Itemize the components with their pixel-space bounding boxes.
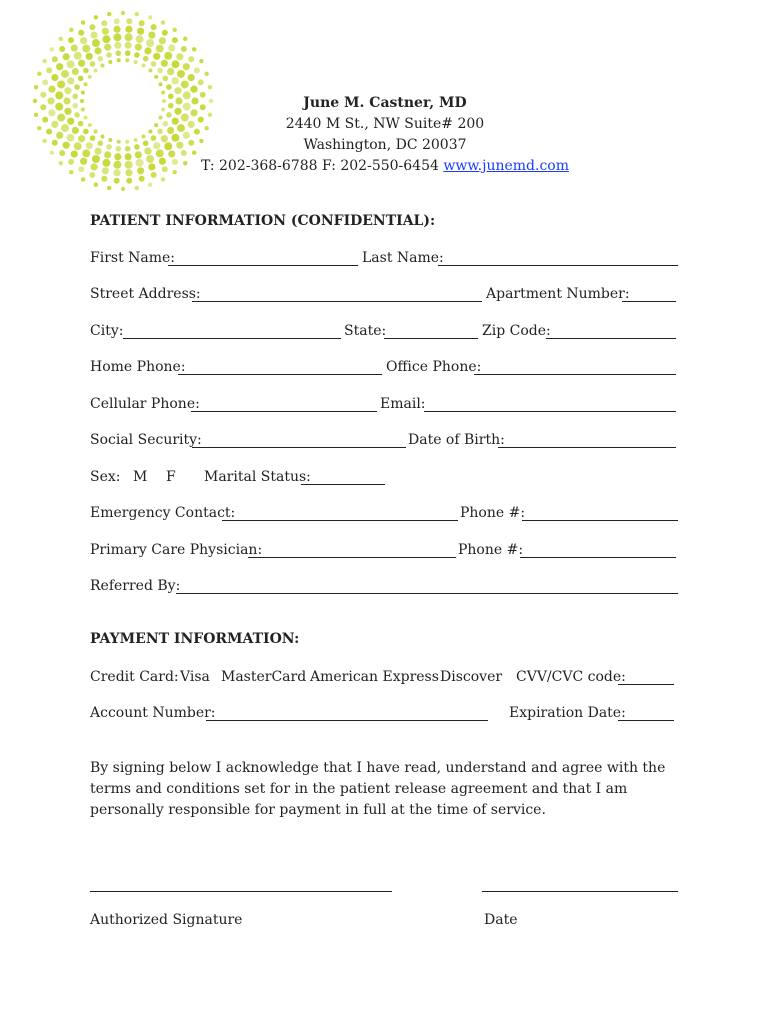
logo-dot	[52, 56, 58, 62]
logo-dot	[59, 37, 63, 41]
street-address-field[interactable]	[192, 301, 482, 302]
logo-dot	[126, 178, 132, 184]
logo-dot	[80, 158, 87, 165]
sex-option-f[interactable]: F	[166, 469, 176, 485]
logo-dot	[56, 63, 63, 70]
logo-dot	[142, 63, 146, 67]
logo-dot	[94, 182, 98, 186]
logo-dot	[81, 108, 85, 112]
logo-dot	[151, 61, 157, 67]
expiration-date-label: Expiration Date:	[509, 705, 626, 721]
contact-line	[160, 156, 610, 177]
primary-care-physician-label: Primary Care Physician:	[90, 542, 263, 558]
logo-dot	[78, 76, 84, 82]
logo-dot	[125, 33, 133, 41]
home-phone-label: Home Phone:	[90, 359, 186, 375]
physician-row	[90, 542, 680, 564]
logo-dot	[199, 59, 203, 63]
logo-dot	[148, 69, 152, 73]
logo-dot	[125, 161, 133, 169]
logo-dot	[68, 159, 74, 165]
logo-dot	[183, 63, 190, 70]
referred-row	[90, 578, 680, 600]
logo-dot	[42, 139, 46, 143]
logo-dot	[183, 37, 187, 41]
emergency-contact-field[interactable]	[222, 520, 458, 521]
logo-dot	[136, 159, 144, 167]
logo-dot	[94, 129, 98, 133]
logo-dot	[40, 104, 46, 110]
logo-dot	[188, 56, 194, 62]
logo-dot	[134, 138, 138, 142]
last-name-label: Last Name:	[362, 250, 444, 266]
logo-dot	[72, 103, 78, 109]
logo-dot	[52, 140, 58, 146]
logo-dot	[98, 141, 104, 147]
logo-dot	[78, 121, 84, 127]
website-link[interactable]: www.junemd.com	[443, 158, 569, 174]
logo-dot	[156, 45, 164, 53]
logo-dot	[86, 53, 93, 60]
logo-dot	[148, 163, 155, 170]
logo-dot	[104, 151, 111, 158]
account-number-field[interactable]	[206, 720, 488, 721]
first-name-label: First Name:	[90, 250, 176, 266]
zip-code-label: Zip Code:	[482, 323, 551, 339]
logo-dot	[159, 37, 166, 44]
state-label: State:	[344, 323, 387, 339]
logo-dot	[81, 90, 85, 94]
date-of-birth-label: Date of Birth:	[408, 432, 505, 448]
logo-dot	[64, 108, 71, 115]
logo-dot	[171, 60, 179, 68]
logo-dot	[90, 163, 97, 170]
logo-dot	[94, 148, 101, 155]
office-phone-label: Office Phone:	[386, 359, 482, 375]
logo-dot	[104, 44, 111, 51]
logo-dot	[163, 76, 169, 82]
expiration-date-field[interactable]	[618, 720, 674, 721]
logo-dot	[181, 46, 187, 52]
logo-dot	[46, 129, 52, 135]
logo-dot	[114, 18, 120, 24]
physician-phone-label: Phone #:	[458, 542, 524, 558]
logo-dot	[116, 146, 122, 152]
logo-dot	[40, 92, 46, 98]
marital-status-label: Marital Status:	[204, 469, 311, 485]
logo-dot	[125, 58, 129, 62]
logo-dot	[37, 126, 41, 130]
logo-dot	[94, 47, 101, 54]
home-phone-field[interactable]	[178, 374, 382, 375]
logo-dot	[72, 68, 79, 75]
logo-dot	[50, 151, 54, 155]
email-field[interactable]	[424, 411, 676, 412]
logo-dot	[142, 135, 146, 139]
sex-option-m[interactable]: M	[133, 469, 148, 485]
logo-dot	[204, 72, 208, 76]
logo-dot	[177, 70, 185, 78]
primary-care-physician-field[interactable]	[248, 557, 456, 558]
logo-dot	[34, 85, 38, 89]
logo-dot	[198, 79, 204, 85]
logo-dot	[135, 44, 142, 51]
logo-dot	[63, 142, 70, 149]
logo-dot	[42, 59, 46, 63]
logo-dot	[48, 86, 55, 93]
logo-dot	[67, 134, 75, 142]
logo-dot	[164, 52, 172, 60]
logo-dot	[89, 24, 95, 30]
logo-dot	[194, 67, 200, 73]
state-field[interactable]	[384, 338, 478, 339]
logo-dot	[125, 42, 132, 49]
logo-dot	[181, 80, 189, 88]
logo-dot	[59, 161, 63, 165]
logo-dot	[146, 39, 154, 47]
logo-dot	[78, 166, 84, 172]
credit-card-label: Credit Card:	[90, 669, 179, 685]
email-label: Email:	[380, 396, 426, 412]
logo-dot	[56, 132, 63, 139]
logo-dot	[114, 42, 121, 49]
date-of-birth-field[interactable]	[498, 447, 676, 448]
logo-dot	[154, 75, 158, 79]
city-field[interactable]	[123, 338, 341, 339]
logo-dot	[117, 140, 121, 144]
logo-dot	[148, 15, 152, 19]
logo-dot	[33, 99, 37, 103]
logo-dot	[153, 53, 160, 60]
logo-dot	[208, 85, 212, 89]
logo-dot	[106, 52, 112, 58]
logo-dot	[134, 144, 140, 150]
logo-dot	[137, 167, 144, 174]
social-security-field[interactable]	[192, 447, 406, 448]
logo-dot	[63, 97, 70, 104]
logo-dot	[102, 167, 109, 174]
referred-by-field[interactable]	[176, 593, 678, 594]
logo-dot	[154, 123, 158, 127]
street-address-label: Street Address:	[90, 286, 201, 302]
logo-dot	[148, 182, 152, 186]
logo-dot	[173, 28, 177, 32]
logo-dot	[67, 118, 74, 125]
account-number-label: Account Number:	[90, 705, 216, 721]
logo-dot	[117, 58, 121, 62]
logo-dot	[67, 60, 75, 68]
logo-dot	[94, 15, 98, 19]
logo-dot	[71, 150, 78, 157]
logo-dot	[90, 31, 97, 38]
logo-dot	[106, 144, 112, 150]
authorized-signature-label: Authorized Signature	[90, 912, 243, 928]
acknowledgement-text: By signing below I acknowledge that I have read, understand and agree with the terms and conditions set for in the patient release agreement and that I am personally responsible for payment in full at the time of service.	[90, 760, 666, 818]
logo-dot	[46, 67, 52, 73]
logo-dot	[172, 37, 178, 43]
logo-dot	[63, 53, 70, 60]
logo-dot	[151, 24, 157, 30]
logo-dot	[125, 153, 132, 160]
logo-dot	[134, 52, 140, 58]
logo-dot	[94, 69, 98, 73]
logo-dot	[69, 170, 73, 174]
logo-dot	[113, 33, 121, 41]
logo-dot	[84, 82, 88, 86]
logo-dot	[143, 56, 149, 62]
logo-dot	[101, 20, 107, 26]
logo-dot	[81, 20, 85, 24]
discover-option[interactable]: Discover	[440, 669, 503, 685]
logo-dot	[98, 56, 104, 62]
logo-dot	[113, 26, 120, 33]
logo-dot	[172, 77, 179, 84]
logo-dot	[78, 60, 85, 67]
apartment-number-label: Apartment Number:	[486, 286, 630, 302]
logo-dot	[107, 12, 111, 16]
logo-dot	[151, 172, 157, 178]
logo-dot	[102, 159, 110, 167]
logo-dot	[90, 61, 96, 67]
logo-dot	[55, 103, 63, 111]
logo-dot	[139, 20, 145, 26]
logo-dot	[126, 18, 132, 24]
cellular-phone-label: Cellular Phone:	[90, 396, 200, 412]
logo-dot	[151, 135, 157, 141]
logo-dot	[50, 47, 54, 51]
emergency-phone-label: Phone #:	[460, 505, 526, 521]
logo-dot	[72, 127, 79, 134]
logo-dot	[72, 94, 78, 100]
logo-dot	[42, 79, 48, 85]
logo-dot	[74, 84, 80, 90]
logo-dot	[125, 26, 132, 33]
logo-dot	[80, 37, 87, 44]
logo-dot	[80, 99, 84, 103]
logo-dot	[37, 72, 41, 76]
logo-dot	[176, 53, 183, 60]
date-label: Date	[484, 912, 518, 928]
logo-dot	[135, 12, 139, 16]
city-label: City:	[90, 323, 124, 339]
cellular-phone-field[interactable]	[191, 411, 377, 412]
emergency-row	[90, 505, 680, 527]
credit-card-row	[90, 669, 680, 691]
logo-dot	[146, 155, 154, 163]
account-row	[90, 705, 680, 727]
logo-dot	[51, 121, 58, 128]
mastercard-option[interactable]: MasterCard	[221, 669, 307, 685]
logo-dot	[108, 138, 112, 142]
logo-dot	[81, 177, 85, 181]
logo-dot	[113, 169, 120, 176]
logo-dot	[166, 84, 172, 90]
logo-dot	[101, 176, 107, 182]
logo-dot	[116, 50, 122, 56]
logo-dot	[102, 35, 110, 43]
logo-dot	[107, 186, 111, 190]
apartment-number-field[interactable]	[622, 301, 676, 302]
logo-dot	[74, 112, 80, 118]
social-security-label: Social Security:	[90, 432, 202, 448]
marital-status-field[interactable]	[301, 484, 385, 485]
logo-dot	[158, 82, 162, 86]
logo-dot	[61, 124, 69, 132]
referred-by-label: Referred By:	[90, 578, 181, 594]
city-row	[90, 323, 680, 345]
logo-dot	[101, 135, 105, 139]
logo-dot	[114, 178, 120, 184]
logo-dot	[68, 37, 74, 43]
logo-dot	[88, 75, 92, 79]
logo-dot	[59, 46, 65, 52]
logo-dot	[161, 60, 168, 67]
phone-row	[90, 359, 680, 381]
logo-dot	[188, 74, 195, 81]
logo-dot	[55, 91, 63, 99]
logo-dot	[51, 74, 58, 81]
logo-dot	[135, 151, 142, 158]
logo-dot	[92, 155, 100, 163]
logo-dot	[82, 149, 90, 157]
cvv-label: CVV/CVC code:	[516, 669, 626, 685]
logo-dot	[162, 30, 168, 36]
patient-info-title: PATIENT INFORMATION (CONFIDENTIAL):	[90, 213, 436, 229]
logo-dot	[78, 135, 85, 142]
signature-line[interactable]	[90, 891, 392, 892]
logo-dot	[88, 123, 92, 127]
logo-dot	[135, 186, 139, 190]
sex-label: Sex:	[90, 469, 121, 485]
logo-dot	[125, 146, 131, 152]
emergency-phone-field[interactable]	[522, 520, 678, 521]
logo-dot	[78, 30, 84, 36]
logo-dot	[113, 161, 121, 169]
emergency-contact-label: Emergency Contact:	[90, 505, 236, 521]
cell-email-row	[90, 396, 680, 418]
logo-dot	[168, 44, 175, 51]
name-row	[90, 250, 680, 272]
logo-dot	[125, 169, 132, 176]
zip-code-field[interactable]	[546, 338, 676, 339]
logo-dot	[157, 68, 163, 74]
logo-dot	[190, 86, 197, 93]
logo-dot	[136, 35, 144, 43]
logo-dot	[69, 28, 73, 32]
visa-option[interactable]: Visa	[180, 669, 210, 685]
logo-dot	[148, 129, 152, 133]
logo-dot	[148, 31, 155, 38]
logo-dot	[121, 11, 125, 15]
logo-dot	[34, 113, 38, 117]
logo-dot	[102, 28, 109, 35]
logo-dot	[114, 153, 121, 160]
payment-info-title: PAYMENT INFORMATION:	[90, 631, 300, 647]
logo-dot	[71, 44, 78, 51]
logo-dot	[125, 50, 131, 56]
logo-dot	[121, 187, 125, 191]
doctor-name: June M. Castner, MD	[303, 95, 467, 111]
physician-phone-field[interactable]	[520, 557, 676, 558]
logo-dot	[61, 70, 69, 78]
logo-dot	[74, 142, 82, 150]
logo-dot	[84, 116, 88, 120]
address-line-2: Washington, DC 20037	[303, 137, 467, 153]
first-name-field[interactable]	[168, 265, 358, 266]
address-row	[90, 286, 680, 308]
logo-dot	[144, 148, 151, 155]
logo-dot	[47, 97, 54, 104]
office-phone-field[interactable]	[474, 374, 676, 375]
logo-dot	[59, 150, 65, 156]
date-line[interactable]	[482, 891, 678, 892]
logo-dot	[74, 52, 82, 60]
ssn-dob-row	[90, 432, 680, 454]
logo-dot	[89, 172, 95, 178]
logo-dot	[125, 140, 129, 144]
logo-dot	[82, 45, 90, 53]
logo-dot	[67, 77, 74, 84]
logo-dot	[161, 177, 165, 181]
logo-dot	[134, 60, 138, 64]
logo-dot	[90, 135, 96, 141]
logo-dot	[42, 117, 48, 123]
address-line-1: 2440 M St., NW Suite# 200	[285, 116, 485, 132]
logo-dot	[143, 141, 149, 147]
logo-dot	[108, 60, 112, 64]
logo-dot	[92, 39, 100, 47]
logo-dot	[101, 63, 105, 67]
last-name-field[interactable]	[438, 265, 678, 266]
logo-dot	[83, 68, 89, 74]
logo-dot	[161, 20, 165, 24]
phone-fax-text: T: 202-368-6788 F: 202-550-6454	[201, 158, 439, 174]
logo-dot	[139, 176, 145, 182]
logo-dot	[144, 47, 151, 54]
cvv-field[interactable]	[618, 684, 674, 685]
logo-dot	[48, 109, 55, 116]
logo-dot	[57, 80, 65, 88]
logo-dot	[167, 68, 174, 75]
logo-dot	[64, 87, 71, 94]
sex-marital-row	[90, 469, 680, 491]
amex-option[interactable]: American Express	[310, 669, 439, 685]
logo-dot	[86, 142, 93, 149]
logo-dot	[192, 47, 196, 51]
logo-dot	[137, 28, 144, 35]
logo-dot	[57, 114, 65, 122]
logo-dot	[83, 129, 89, 135]
